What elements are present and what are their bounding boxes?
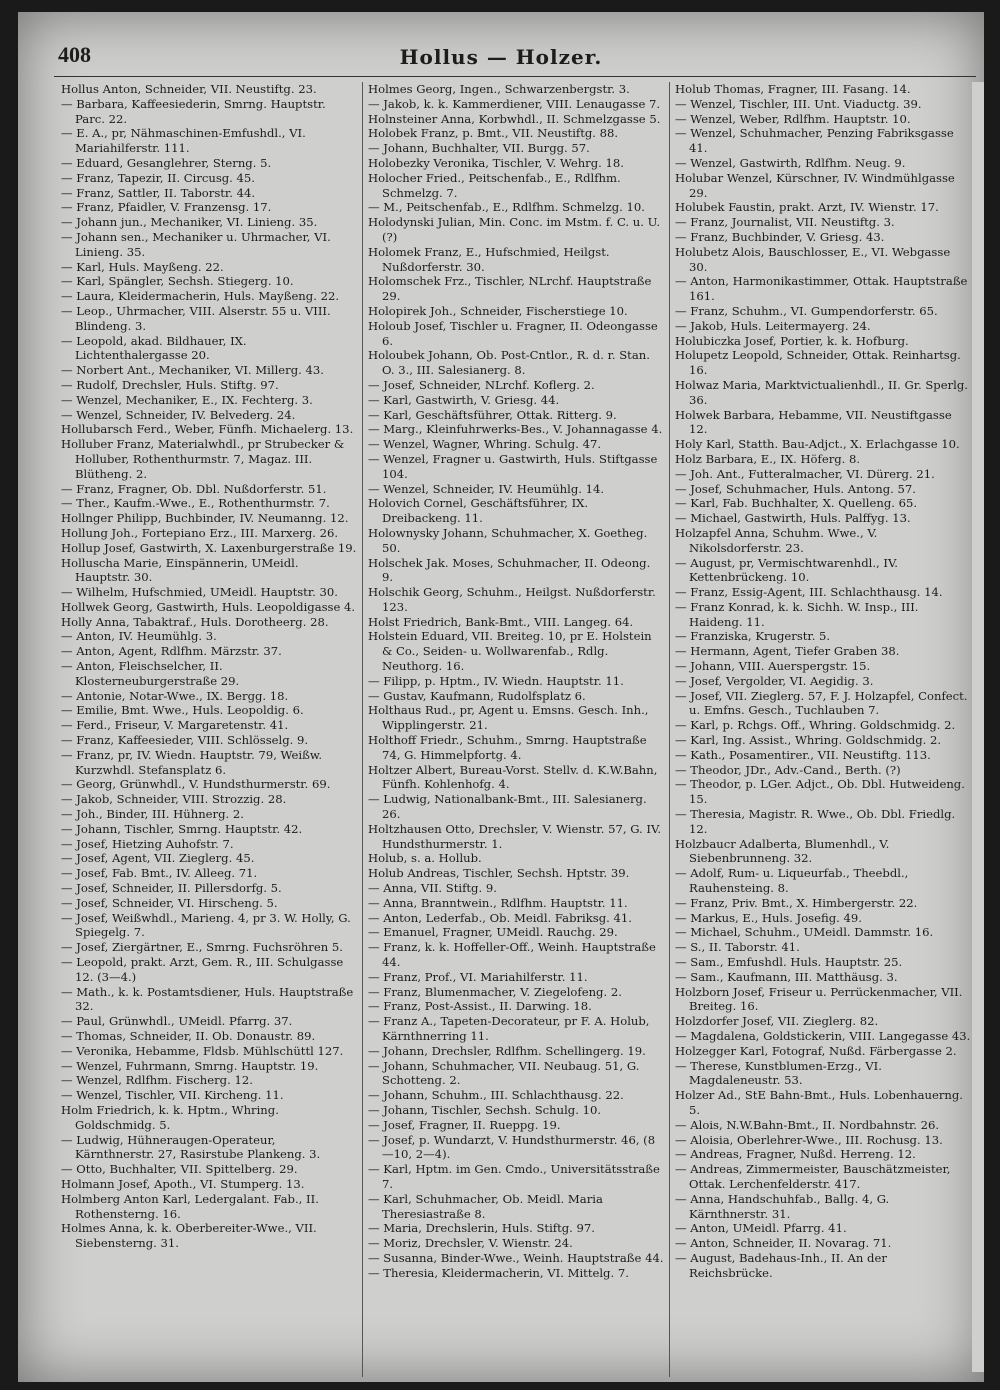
- directory-entry: — Norbert Ant., Mechaniker, VI. Millerg. 43.: [61, 363, 324, 378]
- directory-entry: — M., Peitschenfab., E., Rdlfhm. Schmelzg. 10.: [368, 200, 645, 215]
- directory-entry: Holzapfel Anna, Schuhm. Wwe., V. Nikolsdorferstr. 23.: [675, 525, 878, 555]
- directory-entry: — Anton, Harmonikastimmer, Ottak. Hauptstraße 161.: [675, 274, 968, 304]
- directory-entry: Holubiczka Josef, Portier, k. k. Hofburg.: [675, 333, 909, 348]
- directory-entry: Holthoff Friedr., Schuhm., Smrng. Hauptstraße 74, G. Himmelpfortg. 4.: [368, 733, 647, 762]
- directory-entry: Holubetz Alois, Bauschlosser, E., VI. Webgasse 30.: [675, 244, 951, 274]
- directory-entry: — Susanna, Binder-Wwe., Weinh. Hauptstraße 44.: [368, 1250, 664, 1265]
- directory-entry: Holst Friedrich, Bank-Bmt., VIII. Langeg. 64.: [368, 614, 634, 629]
- directory-entry: — Franz A., Tapeten-Decorateur, pr F. A. Holub, Kärnthnerring 11.: [368, 1014, 650, 1043]
- directory-entry: — Johann, Schuhmacher, VII. Neubaug. 51, G. Schotteng. 2.: [368, 1058, 640, 1088]
- directory-entry: — Anton, Lederfab., Ob. Meidl. Fabriksg. 41.: [368, 910, 632, 925]
- directory-entry: — Maria, Drechslerin, Huls. Stiftg. 97.: [368, 1221, 595, 1236]
- directory-entry: — Andreas, Zimmermeister, Bauschätzmeister, Ottak. Lerchenfelderstr. 417.: [675, 1162, 951, 1191]
- directory-entry: — Paul, Grünwhdl., UMeidl. Pfarrg. 37.: [61, 1014, 293, 1029]
- page-number: 408: [58, 42, 91, 67]
- directory-entry: Holzdorfer Josef, VII. Zieglerg. 82.: [675, 1014, 879, 1029]
- directory-entry: — Josef, Agent, VII. Zieglerg. 45.: [61, 851, 255, 866]
- columns: [56, 82, 976, 1377]
- directory-entry: — Anton, Agent, Rdlfhm. Märzstr. 37.: [61, 644, 282, 659]
- directory-entry: — Johann jun., Mechaniker, VI. Linieng. 35.: [61, 215, 318, 230]
- directory-entry: Holobezky Veronika, Tischler, V. Wehrg. 18.: [368, 155, 624, 170]
- directory-entry: — Anton, UMeidl. Pfarrg. 41.: [675, 1221, 847, 1236]
- directory-entry: — Math., k. k. Postamtsdiener, Huls. Hauptstraße 32.: [61, 984, 354, 1014]
- directory-entry: — Josef, VII. Zieglerg. 57, F. J. Holzapfel, Confect. u. Emfns. Gesch., Tuchlauben 7.: [675, 688, 968, 718]
- directory-entry: — Franz, Priv. Bmt., X. Himbergerstr. 22.: [675, 895, 918, 910]
- directory-entry: — Sam., Kaufmann, III. Matthäusg. 3.: [675, 969, 898, 984]
- directory-entry: — Franz, Buchbinder, V. Griesg. 43.: [675, 229, 885, 244]
- directory-entry: — Josef, Schneider, NLrchf. Koflerg. 2.: [368, 377, 595, 392]
- directory-entry: — Jakob, k. k. Kammerdiener, VIII. Lenaugasse 7.: [368, 96, 661, 111]
- directory-entry: — Karl, Gastwirth, V. Griesg. 44.: [368, 392, 560, 407]
- directory-entry: — Josef, Weißwhdl., Marieng. 4, pr 3. W. Holly, G. Spiegelg. 7.: [61, 910, 351, 940]
- directory-entry: — Emanuel, Fragner, UMeidl. Rauchg. 29.: [368, 925, 618, 940]
- directory-entry: Holy Karl, Statth. Bau-Adjct., X. Erlachgasse 10.: [675, 437, 960, 452]
- directory-entry: Holopirek Joh., Schneider, Fischerstiege 10.: [368, 303, 628, 318]
- directory-entry: — Jakob, Schneider, VIII. Strozzig. 28.: [61, 792, 287, 807]
- directory-entry: — Karl, Huls. Mayßeng. 22.: [61, 259, 224, 274]
- directory-entry: — Wilhelm, Hufschmied, UMeidl. Hauptstr. 30.: [61, 585, 338, 600]
- directory-entry: — Ferd., Friseur, V. Margaretenstr. 41.: [61, 718, 289, 733]
- directory-entry: — S., II. Taborstr. 41.: [675, 940, 800, 955]
- directory-entry: — Wenzel, Tischler, VII. Kircheng. 11.: [61, 1088, 284, 1103]
- directory-entry: Hollup Josef, Gastwirth, X. Laxenburgerstraße 19.: [61, 540, 357, 555]
- directory-entry: Hollung Joh., Fortepiano Erz., III. Marxerg. 26.: [61, 525, 339, 540]
- directory-entry: — Leopold, akad. Bildhauer, IX. Lichtenthalergasse 20.: [61, 333, 247, 363]
- directory-entry: Holoubek Johann, Ob. Post-Cntlor., R. d. r. Stan. O. 3., III. Salesianerg. 8.: [368, 348, 650, 378]
- directory-entry: — Wenzel, Mechaniker, E., IX. Fechterg. 3.: [61, 392, 313, 407]
- directory-entry: — Karl, p. Rchgs. Off., Whring. Goldschmidg. 2.: [675, 718, 956, 733]
- directory-entry: — Wenzel, Gastwirth, Rdlfhm. Neug. 9.: [675, 155, 906, 170]
- directory-entry: — Laura, Kleidermacherin, Huls. Mayßeng. 22.: [61, 289, 340, 304]
- directory-entry: Holly Anna, Tabaktraf., Huls. Dorotheerg. 28.: [61, 614, 329, 629]
- directory-entry: — Markus, E., Huls. Josefig. 49.: [675, 910, 862, 925]
- directory-entry: Hollwek Georg, Gastwirth, Huls. Leopoldigasse 4.: [61, 599, 356, 614]
- directory-entry: — Josef, Hietzing Auhofstr. 7.: [61, 836, 234, 851]
- directory-entry: Hollubarsch Ferd., Weber, Fünfh. Michaelerg. 13.: [61, 422, 354, 437]
- directory-entry: Holub, s. a. Hollub.: [368, 851, 482, 866]
- running-head: Hollus — Holzer.: [399, 45, 603, 69]
- directory-entry: — Karl, Fab. Buchhalter, X. Quelleng. 65.: [675, 496, 918, 511]
- directory-entry: — Franz, Essig-Agent, III. Schlachthausg. 14.: [675, 585, 943, 600]
- directory-entry: — Michael, Gastwirth, Huls. Palffyg. 13.: [675, 511, 911, 526]
- directory-entry: — Anna, Branntwein., Rdlfhm. Hauptstr. 11.: [368, 895, 628, 910]
- directory-entry: — Karl, Schuhmacher, Ob. Meidl. Maria Theresiastraße 8.: [368, 1191, 603, 1221]
- directory-entry: — Franz, Prof., VI. Mariahilferstr. 11.: [368, 969, 588, 984]
- directory-entry: Holubar Wenzel, Kürschner, IV. Windmühlgasse 29.: [675, 170, 955, 200]
- directory-entry: — Wenzel, Weber, Rdlfhm. Hauptstr. 10.: [675, 111, 911, 126]
- directory-entry: — Wenzel, Schneider, IV. Belvederg. 24.: [61, 407, 296, 422]
- directory-entry: — Georg, Grünwhdl., V. Hundsthurmerstr. 69.: [61, 777, 331, 792]
- directory-entry: — Filipp, p. Hptm., IV. Wiedn. Hauptstr. 11.: [368, 673, 624, 688]
- directory-entry: Holmes Anna, k. k. Oberbereiter-Wwe., VII. Siebensterng. 31.: [61, 1221, 317, 1251]
- directory-entry: — Josef, Fragner, II. Rueppg. 19.: [368, 1117, 561, 1132]
- directory-entry: — Theresia, Magistr. R. Wwe., Ob. Dbl. Friedlg. 12.: [675, 807, 956, 836]
- directory-entry: — Karl, Spängler, Sechsh. Stiegerg. 10.: [61, 274, 294, 289]
- directory-entry: — Rudolf, Drechsler, Huls. Stiftg. 97.: [61, 377, 279, 392]
- right-edge-overlap: [972, 82, 984, 1372]
- directory-entry: — Josef, Schneider, II. Pillersdorfg. 5.: [61, 881, 282, 896]
- directory-entry: Holschik Georg, Schuhm., Heilgst. Nußdorferstr. 123.: [368, 585, 656, 614]
- directory-entry: — Marg., Kleinfuhrwerks-Bes., V. Johannagasse 4.: [368, 422, 663, 437]
- directory-entry: — Kath., Posamentirer., VII. Neustiftg. 113.: [675, 747, 931, 762]
- directory-entry: — Moriz, Drechsler, V. Wienstr. 24.: [368, 1236, 573, 1251]
- directory-entry: — Barbara, Kaffeesiederin, Smrng. Hauptstr. Parc. 22.: [61, 96, 326, 126]
- directory-entry: — Franz, Schuhm., VI. Gumpendorferstr. 65.: [675, 303, 938, 318]
- directory-entry: — August, pr, Vermischtwarenhdl., IV. Kettenbrückeng. 10.: [675, 555, 898, 585]
- directory-entry: Holstein Eduard, VII. Breiteg. 10, pr E. Holstein & Co., Seiden- u. Wollwarenfab., Rdlg. Neuthorg. 16.: [368, 629, 652, 674]
- directory-entry: — August, Badehaus-Inh., II. An der Reichsbrücke.: [675, 1250, 887, 1280]
- directory-entry: — Joh. Ant., Futteralmacher, VI. Dürerg. 21.: [675, 466, 935, 481]
- directory-entry: Holm Friedrich, k. k. Hptm., Whring. Goldschmidg. 5.: [61, 1102, 279, 1132]
- directory-entry: — Gustav, Kaufmann, Rudolfsplatz 6.: [368, 688, 586, 703]
- directory-entry: — Anton, Fleischselcher, II. Klosterneuburgerstraße 29.: [61, 659, 240, 688]
- directory-entry: — Josef, Ziergärtner, E., Smrng. Fuchsröhren 5.: [61, 940, 343, 955]
- directory-entry: Holoub Josef, Tischler u. Fragner, II. Odeongasse 6.: [368, 318, 658, 348]
- directory-entry: — Wenzel, Rdlfhm. Fischerg. 12.: [61, 1073, 253, 1088]
- directory-entry: Holmberg Anton Karl, Ledergalant. Fab., II. Rothensterng. 16.: [61, 1191, 319, 1221]
- directory-entry: Holmes Georg, Ingen., Schwarzenbergstr. 3.: [368, 82, 630, 96]
- directory-entry: — Franz, Blumenmacher, V. Ziegelofeng. 2.: [368, 984, 622, 999]
- directory-entry: Holtzhausen Otto, Drechsler, V. Wienstr. 57, G. IV. Hundsthurmerstr. 1.: [368, 821, 662, 851]
- directory-entry: — Leopold, prakt. Arzt, Gem. R., III. Schulgasse 12. (3—4.): [61, 955, 344, 984]
- directory-entry: — Wenzel, Schuhmacher, Penzing Fabriksgasse 41.: [675, 126, 954, 156]
- directory-entry: — Joh., Binder, III. Hühnerg. 2.: [61, 807, 244, 822]
- directory-entry: — Anna, Handschuhfab., Ballg. 4, G. Kärnthnerstr. 31.: [675, 1191, 890, 1221]
- directory-entry: — Josef, Schuhmacher, Huls. Antong. 57.: [675, 481, 916, 496]
- directory-entry: Holzer Ad., StE Bahn-Bmt., Huls. Lobenhauerng. 5.: [675, 1088, 963, 1117]
- directory-entry: — Franz, Pfaidler, V. Franzensg. 17.: [61, 200, 272, 215]
- directory-entry: Holownysky Johann, Schuhmacher, X. Goetheg. 50.: [368, 525, 648, 555]
- directory-entry: — Magdalena, Goldstickerin, VIII. Langegasse 43.: [675, 1029, 971, 1043]
- directory-entry: — Eduard, Gesanglehrer, Sterng. 5.: [61, 155, 272, 170]
- directory-entry: — Theodor, JDr., Adv.-Cand., Berth. (?): [675, 762, 901, 777]
- directory-entry: — Thomas, Schneider, II. Ob. Donaustr. 89.: [61, 1029, 316, 1043]
- directory-entry: — Franz Konrad, k. k. Sichh. W. Insp., III. Haideng. 11.: [675, 599, 919, 629]
- directory-entry: — Karl, Hptm. im Gen. Cmdo., Universitätsstraße 7.: [368, 1162, 660, 1191]
- directory-entry: — Franz, Sattler, II. Taborstr. 44.: [61, 185, 256, 200]
- directory-entry: — Franz, Tapezir, II. Circusg. 45.: [61, 170, 255, 185]
- directory-entry: — Therese, Kunstblumen-Erzg., VI. Magdaleneustr. 53.: [675, 1058, 882, 1088]
- directory-entry: Holthaus Rud., pr, Agent u. Emsns. Gesch. Inh., Wipplingerstr. 21.: [368, 703, 649, 733]
- directory-entry: Holocher Fried., Peitschenfab., E., Rdlfhm. Schmelzg. 7.: [368, 170, 621, 200]
- directory-entry: Holzborn Josef, Friseur u. Perrückenmacher, VII. Breiteg. 16.: [675, 984, 963, 1014]
- directory-entry: — Franz, Kaffeesieder, VIII. Schlösselg. 9.: [61, 733, 309, 748]
- directory-entry: — Wenzel, Fuhrmann, Smrng. Hauptstr. 19.: [61, 1058, 319, 1073]
- directory-entry: — Theodor, p. LGer. Adjct., Ob. Dbl. Hutweideng. 15.: [675, 777, 965, 807]
- directory-entry: Holub Thomas, Fragner, III. Fasang. 14.: [675, 82, 911, 96]
- column-2: [363, 82, 670, 1377]
- directory-entry: — Franz, pr, IV. Wiedn. Hauptstr. 79, Weißw. Kurzwhdl. Stefansplatz 6.: [61, 747, 323, 777]
- directory-entry: — Andreas, Fragner, Nußd. Herreng. 12.: [675, 1147, 916, 1162]
- directory-entry: — Leop., Uhrmacher, VIII. Alserstr. 55 u. VIII. Blindeng. 3.: [61, 303, 331, 333]
- directory-entry: — Jakob, Huls. Leitermayerg. 24.: [675, 318, 871, 333]
- directory-entry: Holobek Franz, p. Bmt., VII. Neustiftg. 88.: [368, 126, 619, 141]
- directory-entry: — Johann, Drechsler, Rdlfhm. Schellingerg. 19.: [368, 1043, 646, 1058]
- directory-entry: — Wenzel, Schneider, IV. Heumühlg. 14.: [368, 481, 605, 496]
- directory-entry: — Johann, VIII. Auerspergstr. 15.: [675, 659, 871, 674]
- directory-entry: — Wenzel, Fragner u. Gastwirth, Huls. Stiftgasse 104.: [368, 451, 658, 481]
- directory-entry: — Josef, Fab. Bmt., IV. Alleeg. 71.: [61, 866, 258, 881]
- directory-entry: — Alois, N.W.Bahn-Bmt., II. Nordbahnstr. 26.: [675, 1117, 940, 1132]
- directory-entry: — Antonie, Notar-Wwe., IX. Bergg. 18.: [61, 688, 289, 703]
- directory-entry: — Adolf, Rum- u. Liqueurfab., Theebdl., Rauhensteing. 8.: [675, 866, 909, 896]
- directory-entry: — Ther., Kaufm.-Wwe., E., Rothenthurmstr. 7.: [61, 496, 330, 511]
- directory-entry: — Anton, IV. Heumühlg. 3.: [61, 629, 217, 644]
- directory-entry: — Johann sen., Mechaniker u. Uhrmacher, VI. Linieng. 35.: [61, 229, 331, 259]
- directory-entry: — Franz, Journalist, VII. Neustiftg. 3.: [675, 215, 895, 230]
- directory-page: [18, 12, 984, 1382]
- directory-entry: — Aloisia, Oberlehrer-Wwe., III. Rochusg. 13.: [675, 1132, 943, 1147]
- directory-entry: Holub Andreas, Tischler, Sechsh. Hptstr. 39.: [368, 866, 630, 881]
- column-3: [670, 82, 976, 1377]
- directory-entry: — Anton, Schneider, II. Novarag. 71.: [675, 1236, 892, 1251]
- directory-entry: Holzegger Karl, Fotograf, Nußd. Färbergasse 2.: [675, 1043, 957, 1058]
- directory-entry: Holluscha Marie, Einspännerin, UMeidl. Hauptstr. 30.: [61, 555, 299, 585]
- directory-entry: — Anna, VII. Stiftg. 9.: [368, 881, 497, 896]
- directory-entry: Holwaz Maria, Marktvictualienhdl., II. Gr. Sperlg. 36.: [675, 377, 968, 407]
- directory-entry: — Franz, Fragner, Ob. Dbl. Nußdorferstr. 51.: [61, 481, 327, 496]
- directory-entry: — Johann, Tischler, Sechsh. Schulg. 10.: [368, 1102, 602, 1117]
- directory-entry: Holtzer Albert, Bureau-Vorst. Stellv. d. K.W.Bahn, Fünfh. Kohlenhofg. 4.: [368, 762, 658, 792]
- directory-entry: — Johann, Schuhm., III. Schlachthausg. 22.: [368, 1088, 624, 1103]
- directory-entry: — Michael, Schuhm., UMeidl. Dammstr. 16.: [675, 925, 934, 940]
- directory-entry: Hollus Anton, Schneider, VII. Neustiftg. 23.: [61, 82, 317, 96]
- directory-entry: Holovich Cornel, Geschäftsführer, IX. Dreibackeng. 11.: [368, 496, 589, 526]
- directory-entry: — Josef, p. Wundarzt, V. Hundsthurmerstr. 46, (8—10, 2—4).: [368, 1132, 656, 1162]
- directory-entry: — Emilie, Bmt. Wwe., Huls. Leopoldig. 6.: [61, 703, 304, 718]
- directory-entry: Hollnger Philipp, Buchbinder, IV. Neumanng. 12.: [61, 511, 349, 526]
- column-1: [56, 82, 363, 1377]
- directory-entry: — Theresia, Kleidermacherin, VI. Mittelg. 7.: [368, 1265, 629, 1280]
- directory-entry: — Johann, Buchhalter, VII. Burgg. 57.: [368, 141, 590, 156]
- directory-entry: Holubek Faustin, prakt. Arzt, IV. Wienstr. 17.: [675, 200, 939, 215]
- directory-entry: — Franz, k. k. Hoffeller-Off., Weinh. Hauptstraße 44.: [368, 940, 656, 970]
- directory-entry: — E. A., pr, Nähmaschinen-Emfushdl., VI. Mariahilferstr. 111.: [61, 126, 306, 156]
- directory-entry: Holodynski Julian, Min. Conc. im Mstm. f. C. u. U. (?): [368, 215, 660, 244]
- directory-entry: — Karl, Ing. Assist., Whring. Goldschmidg. 2.: [675, 733, 942, 748]
- directory-entry: — Josef, Schneider, VI. Hirscheng. 5.: [61, 895, 278, 910]
- directory-entry: — Ludwig, Nationalbank-Bmt., III. Salesianerg. 26.: [368, 792, 647, 822]
- directory-entry: — Sam., Emfushdl. Huls. Hauptstr. 25.: [675, 955, 903, 970]
- directory-entry: — Wenzel, Tischler, III. Unt. Viaductg. 39.: [675, 96, 922, 111]
- directory-entry: — Franz, Post-Assist., II. Darwing. 18.: [368, 999, 592, 1014]
- directory-entry: Holmann Josef, Apoth., VI. Stumperg. 13.: [61, 1176, 305, 1191]
- directory-entry: — Otto, Buchhalter, VII. Spittelberg. 29.: [61, 1162, 298, 1177]
- directory-entry: Holwek Barbara, Hebamme, VII. Neustiftgasse 12.: [675, 407, 952, 437]
- directory-entry: — Veronika, Hebamme, Fldsb. Mühlschüttl 127.: [61, 1043, 344, 1058]
- directory-entry: — Hermann, Agent, Tiefer Graben 38.: [675, 644, 900, 659]
- directory-entry: Holzbaucr Adalberta, Blumenhdl., V. Siebenbrunneng. 32.: [675, 836, 890, 866]
- directory-entry: Holupetz Leopold, Schneider, Ottak. Reinhartsg. 16.: [675, 348, 961, 378]
- directory-entry: — Ludwig, Hühneraugen-Operateur, Kärnthnerstr. 27, Rasirstube Plankeng. 3.: [61, 1132, 321, 1162]
- directory-entry: — Franziska, Krugerstr. 5.: [675, 629, 831, 644]
- directory-entry: — Johann, Tischler, Smrng. Hauptstr. 42.: [61, 821, 303, 836]
- directory-entry: Holomek Franz, E., Hufschmied, Heilgst. Nußdorferstr. 30.: [368, 244, 610, 274]
- directory-entry: — Wenzel, Wagner, Whring. Schulg. 47.: [368, 437, 602, 452]
- directory-entry: Holluber Franz, Materialwhdl., pr Strubecker & Holluber, Rothenthurmstr. 7, Magaz. III. Blütheng. 2.: [61, 437, 345, 481]
- directory-entry: Holschek Jak. Moses, Schuhmacher, II. Odeong. 9.: [368, 555, 651, 585]
- directory-entry: — Josef, Vergolder, VI. Aegidig. 3.: [675, 673, 874, 688]
- directory-entry: Holomschek Frz., Tischler, NLrchf. Hauptstraße 29.: [368, 274, 652, 304]
- directory-entry: — Karl, Geschäftsführer, Ottak. Ritterg. 9.: [368, 407, 617, 422]
- header-rule: [54, 76, 976, 77]
- directory-entry: Holz Barbara, E., IX. Höferg. 8.: [675, 451, 861, 466]
- directory-entry: Holnsteiner Anna, Korbwhdl., II. Schmelzgasse 5.: [368, 111, 661, 126]
